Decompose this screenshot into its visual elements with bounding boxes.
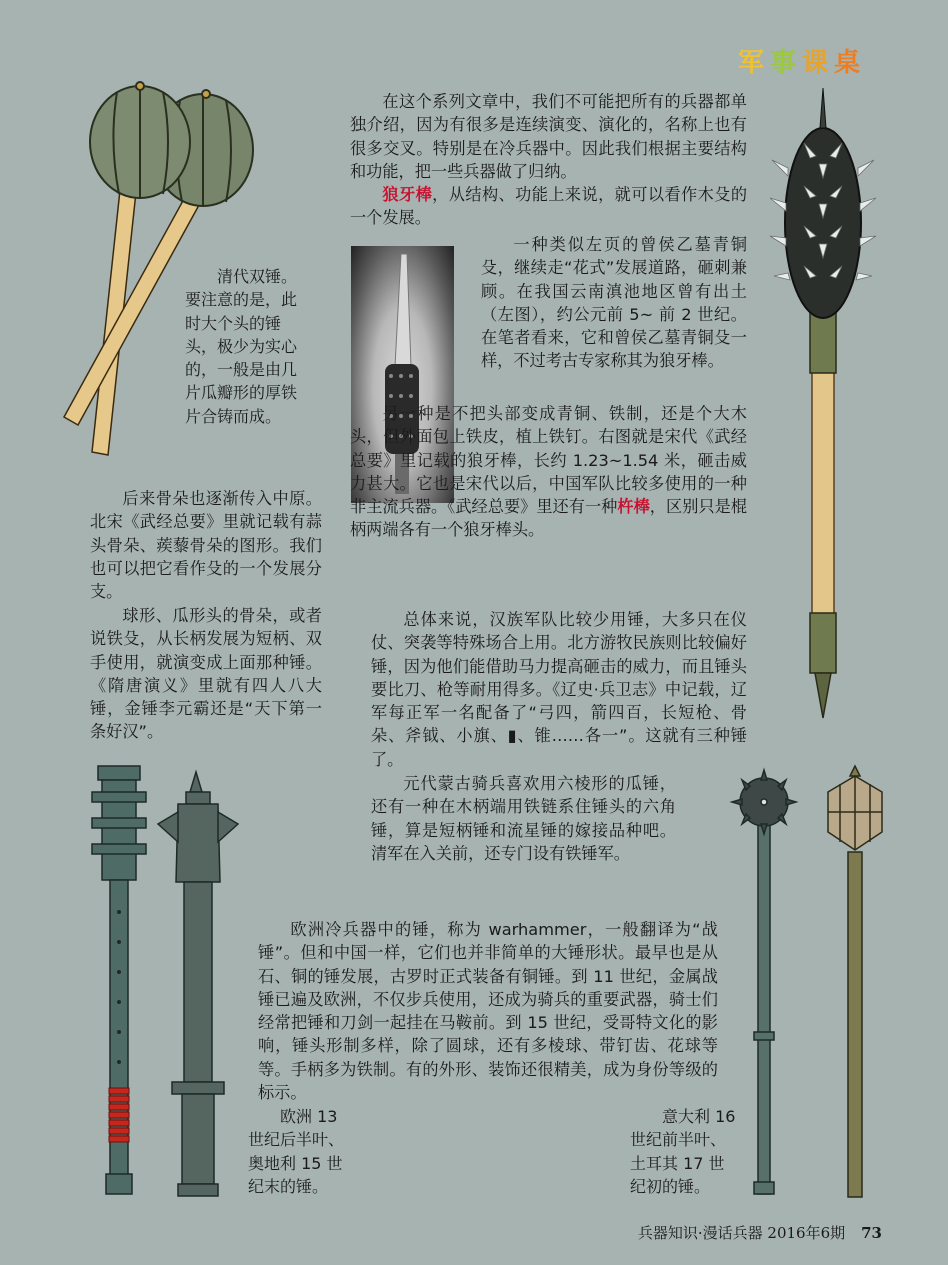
yuan-hammer-paragraph: 元代蒙古骑兵喜欢用六棱形的瓜锤，还有一种在木柄端用铁链系住锤头的六角锤，算是短柄锤和流星锤的嫁接品种吧。清军在入关前，还专门设有铁锤军。 [371, 774, 676, 863]
ball-guduo-paragraph: 球形、瓜形头的骨朵，或者说铁殳，从长柄发展为短柄、双手使用，就演变成上面那种锤。《隋唐演义》里就有四人八大锤，金锤李元霸还是“天下第一条好汉”。 [90, 606, 322, 742]
column-title-char: 桌 [833, 48, 866, 78]
european-hammers-illustration [92, 762, 242, 1202]
wolf-tooth-paragraph [350, 183, 747, 230]
paragraph-text: ，区别只是棍柄两端各有一个狼牙棒头。 [350, 497, 748, 540]
wolf-tooth-club-illustration [770, 88, 880, 728]
italy-turkey-hammers-caption: 意大利 16 世纪前半叶、土耳其 17 世纪初的锤。 [630, 1107, 736, 1196]
magazine-name: 兵器知识·漫话兵器 2016年6期 [637, 1224, 846, 1242]
paragraph-text: ，从结构、功能上来说，就可以看作木殳的一个发展。 [350, 185, 748, 228]
highlight-term: 杵棒 [617, 497, 650, 517]
italy-turkey-hammers-illustration [728, 762, 898, 1202]
guduo-paragraph: 后来骨朵也逐渐传入中原。北宋《武经总要》里就记载有蒜头骨朵、蒺藜骨朵的图形。我们也可以把它看作殳的一个发展分支。 [90, 489, 322, 602]
european-warhammer-paragraph: 欧洲冷兵器中的锤，称为 warhammer，一般翻译为“战锤”。但和中国一样，它们也并非简单的大锤形状。最早也是从石、铜的锤发展，古罗时正式装备有铜锤。到 11 世纪，金属战锤已遍及欧洲，不仅步兵使用，还成为骑兵的重要武器，骑士们经常把锤和刀剑一起挂在马鞍前。到 15 世纪，受哥特文化的影响，锤头形制多样，除了圆球，还有多棱球、带钉齿、花球等等。手柄多为铁制。有的外形、装饰还很精美，成为身份等级的标示。 [258, 920, 718, 1103]
yunnan-paragraph: 一种类似左页的曾侯乙墓青铜殳，继续走“花式”发展道路，砸刺兼顾。在我国云南滇池地区曾有出土（左图），约公元前 5~ 前 2 世纪。在笔者看来，它和曾侯乙墓青铜殳一样，不过考古专家称其为狼牙棒。 [481, 235, 747, 371]
column-title [738, 42, 866, 79]
column-title-char: 课 [801, 48, 834, 78]
paragraph-text: 另一种是不把头部变成青铜、铁制，还是个大木头，但外面包上铁皮，植上铁钉。右图就是宋代《武经总要》里记载的狼牙棒，长约 1.23~1.54 米，砸击威力甚大。它也是宋代以后，中国军队比较多使用的一种非主流兵器。《武经总要》里还有一种 [350, 404, 747, 517]
qing-hammers-caption: 清代双锤。要注意的是，此时大个头的锤头，极少为实心的，一般是由几片瓜瓣形的厚铁片合铸而成。 [185, 267, 298, 426]
column-title-char: 军 [737, 48, 770, 78]
highlight-term: 狼牙棒 [382, 185, 433, 204]
song-club-paragraph [350, 402, 747, 542]
hammer-usage-paragraph: 总体来说，汉族军队比较少用锤，大多只在仪仗、突袭等特殊场合上用。北方游牧民族则比较偏好锤，因为他们能借助马力提高砸击的威力，而且锤头要比刀、枪等耐用得多。《辽史·兵卫志》中记载，辽军每正军一名配备了“弓四，箭四百，长短枪、骨朵、斧钺、小旗、▮、锥……各一”。这就有三种锤了。 [371, 610, 747, 769]
europe-hammers-caption: 欧洲 13 世纪后半叶、奥地利 15 世纪末的锤。 [248, 1107, 345, 1196]
intro-paragraph: 在这个系列文章中，我们不可能把所有的兵器都单独介绍，因为有很多是连续演变、演化的，名称上也有很多交叉。特别是在冷兵器中。因此我们根据主要结构和功能，把一些兵器做了归纳。 [350, 92, 747, 181]
column-title-char: 事 [769, 48, 802, 78]
page-number: 73 [861, 1224, 882, 1242]
page-footer [638, 1222, 882, 1243]
